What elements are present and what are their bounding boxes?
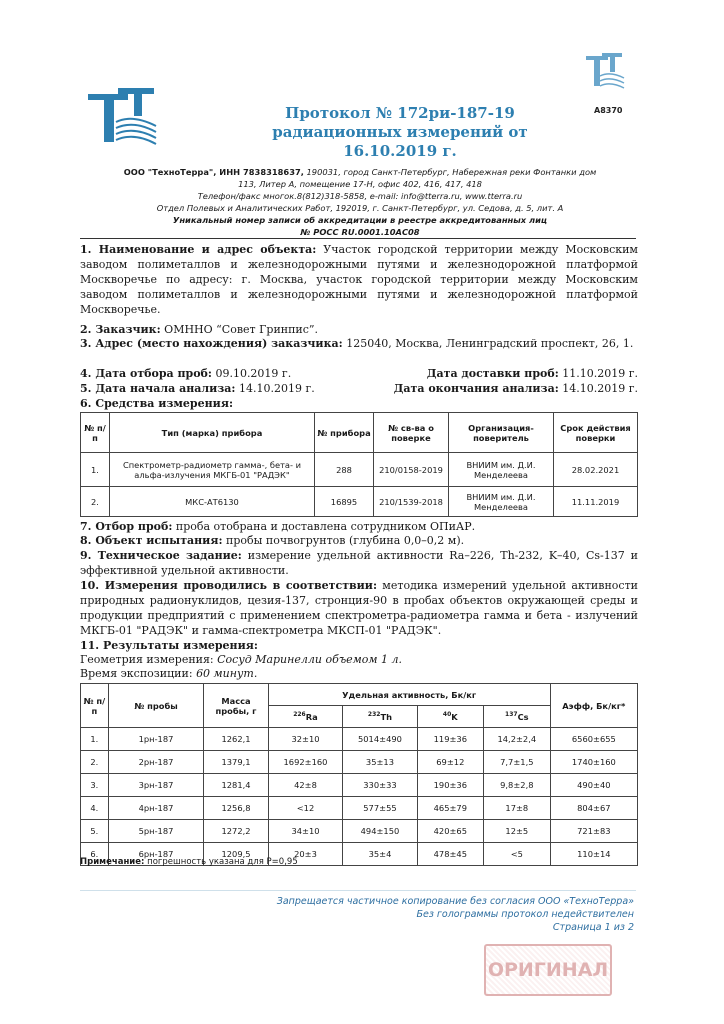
col-cert: № св-ва о поверке <box>374 413 449 453</box>
section-results: 11. Результаты измерения: <box>80 639 258 652</box>
results-table <box>80 683 638 866</box>
cell: 577±55 <box>343 797 417 820</box>
cell: 119±36 <box>417 728 483 751</box>
cell: 1. <box>81 453 110 487</box>
table-row <box>81 774 638 797</box>
cell: 1256,8 <box>204 797 268 820</box>
cell: 3. <box>81 774 109 797</box>
cell: 1379,1 <box>204 751 268 774</box>
section-analysis-dates: 5. Дата начала анализа: 14.10.2019 г. Дата окончания анализа: 14.10.2019 г. <box>80 382 638 395</box>
section-task: 9. Техническое задание: измерение удельной активности Ra–226, Th-232, K–40, Cs-137 и эффективной удельной активности. <box>80 549 639 577</box>
cell: 35±13 <box>343 751 417 774</box>
cell: 35±4 <box>343 843 417 866</box>
cell: 1740±160 <box>550 751 637 774</box>
cell: 6560±655 <box>550 728 637 751</box>
cell: 804±67 <box>550 797 637 820</box>
header-divider <box>80 238 636 239</box>
col-valid: Срок действия поверки <box>554 413 638 453</box>
cell: 12±5 <box>483 820 550 843</box>
geometry-line: Геометрия измерения: Сосуд Маринелли объемом 1 л. <box>80 653 403 666</box>
cell: 3рн-187 <box>108 774 204 797</box>
cell: 42±8 <box>268 774 342 797</box>
cell: <5 <box>483 843 550 866</box>
cell: 2рн-187 <box>108 751 204 774</box>
cell: 1209,5 <box>204 843 268 866</box>
cell: 16895 <box>315 487 374 517</box>
col-device-num: № прибора <box>315 413 374 453</box>
col-type: Тип (марка) прибора <box>110 413 315 453</box>
col-sample: № пробы <box>108 684 204 728</box>
section-object: 1. Наименование и адрес объекта: Участок городской территории между Московским заводом полиметаллов и железнодорожными путями и железнодорожной платформой Москворечье по адресу: г. Москва, участок городской территории между Московским заводом полиметаллов и железнодорожными путями и железнодорожной платформой Москворечье. <box>80 243 638 316</box>
cell: 490±40 <box>550 774 637 797</box>
cell: 1692±160 <box>268 751 342 774</box>
cell: 210/1539-2018 <box>374 487 449 517</box>
cell: 478±45 <box>417 843 483 866</box>
cell: 2. <box>81 487 110 517</box>
cell: <12 <box>268 797 342 820</box>
cell: ВНИИМ им. Д.И. Менделеева <box>449 453 554 487</box>
col-ra: $^{226}$Ra <box>268 706 342 728</box>
instruments-table <box>80 412 638 517</box>
cell: 210/0158-2019 <box>374 453 449 487</box>
cell: 6. <box>81 843 109 866</box>
protocol-title: Протокол № 172ри-187-19 радиационных измерений от 16.10.2019 г. <box>272 104 528 160</box>
col-k: $^{40}$K <box>417 706 483 728</box>
footer-text: Запрещается частичное копирование без согласия ООО «ТехноТерра» Без голограммы протокол недействителен Страница 1 из 2 <box>276 896 634 933</box>
cell: 34±10 <box>268 820 342 843</box>
col-num: № п/п <box>81 684 109 728</box>
col-aeff: Аэфф, Бк/кг* <box>550 684 637 728</box>
cell: 494±150 <box>343 820 417 843</box>
cell: 420±65 <box>417 820 483 843</box>
cell: 20±3 <box>268 843 342 866</box>
table-row <box>81 453 638 487</box>
cell: 1281,4 <box>204 774 268 797</box>
exposure-line: Время экспозиции: 60 минут. <box>80 667 258 680</box>
col-org: Организация-поверитель <box>449 413 554 453</box>
accreditation-code: A8370 <box>594 106 623 115</box>
section-sampling: 7. Отбор проб: проба отобрана и доставлена сотрудником ОПиАР. <box>80 520 476 533</box>
cell: 4рн-187 <box>108 797 204 820</box>
cell: ВНИИМ им. Д.И. Менделеева <box>449 487 554 517</box>
cell: 5рн-187 <box>108 820 204 843</box>
cell: 69±12 <box>417 751 483 774</box>
col-num: № п/п <box>81 413 110 453</box>
accreditation-logo <box>582 52 626 104</box>
cell: 465±79 <box>417 797 483 820</box>
table-row <box>81 728 638 751</box>
col-th: $^{232}$Th <box>343 706 417 728</box>
cell: Спектрометр-радиометр гамма-, бета- и альфа-излучения МКГБ-01 "РАДЭК" <box>110 453 315 487</box>
table-row <box>81 820 638 843</box>
cell: 190±36 <box>417 774 483 797</box>
cell: 288 <box>315 453 374 487</box>
cell: 14,2±2,4 <box>483 728 550 751</box>
section-method: 10. Измерения проводились в соответствии: методика измерений удельной активности природных радионуклидов, цезия-137, стронция-90 в пробах объектов окружающей среды и продукции предприятий с применением спектрометра-радиометра гамма и бета - излучений МКГБ-01 "РАДЭК" и гамма-спектрометра МКСП-01 "РАДЭК". <box>80 579 638 637</box>
cell: 28.02.2021 <box>554 453 638 487</box>
cell: 17±8 <box>483 797 550 820</box>
col-mass: Масса пробы, г <box>204 684 268 728</box>
cell: 32±10 <box>268 728 342 751</box>
cell: 5014±490 <box>343 728 417 751</box>
footer-divider <box>80 890 636 891</box>
table-row <box>81 797 638 820</box>
cell: 9,8±2,8 <box>483 774 550 797</box>
table-row <box>81 487 638 517</box>
section-customer: 2. Заказчик: ОМННО “Совет Гринпис”. <box>80 323 319 336</box>
company-logo <box>84 86 160 148</box>
cell: 330±33 <box>343 774 417 797</box>
col-cs: $^{137}$Cs <box>483 706 550 728</box>
original-stamp: ОРИГИНАЛ <box>484 944 612 996</box>
cell: 11.11.2019 <box>554 487 638 517</box>
cell: 721±83 <box>550 820 637 843</box>
cell: 6рн-187 <box>108 843 204 866</box>
table-row <box>81 751 638 774</box>
section-customer-address: 3. Адрес (место нахождения) заказчика: 125040, Москва, Ленинградский проспект, 26, 1. <box>80 337 634 350</box>
cell: МКС-АТ6130 <box>110 487 315 517</box>
table-note: Примечание: погрешность указана для P=0,95 <box>80 857 298 867</box>
cell: 1рн-187 <box>108 728 204 751</box>
cell: 4. <box>81 797 109 820</box>
cell: 7,7±1,5 <box>483 751 550 774</box>
org-header: ООО "ТехноТерра", ИНН 7838318637, 190031, город Санкт-Петербург, Набережная реки Фонтанки дом 113, Литер А, помещение 17-Н, офис 402, 416, 417, 418 Телефон/факс многок.8(812)318-5858, e-mail: info@tterra.ru, www.tterra.ru Отдел Полевых и Аналитических Работ, 192019, г. Санкт-Петербург, ул. Седова, д. 5, лит. А Уникальный номер записи об аккредитации в реестре аккредитованных лиц № РОСС RU.0001.10АС08 <box>123 167 597 237</box>
cell: 1. <box>81 728 109 751</box>
section-sampling-dates: 4. Дата отбора проб: 09.10.2019 г. Дата доставки проб: 11.10.2019 г. <box>80 367 638 380</box>
cell: 2. <box>81 751 109 774</box>
section-test-object: 8. Объект испытания: пробы почвогрунтов (глубина 0,0–0,2 м). <box>80 534 465 547</box>
section-instruments: 6. Средства измерения: <box>80 397 234 410</box>
cell: 5. <box>81 820 109 843</box>
cell: 1262,1 <box>204 728 268 751</box>
col-activity: Удельная активность, Бк/кг <box>268 684 550 706</box>
cell: 110±14 <box>550 843 637 866</box>
cell: 1272,2 <box>204 820 268 843</box>
